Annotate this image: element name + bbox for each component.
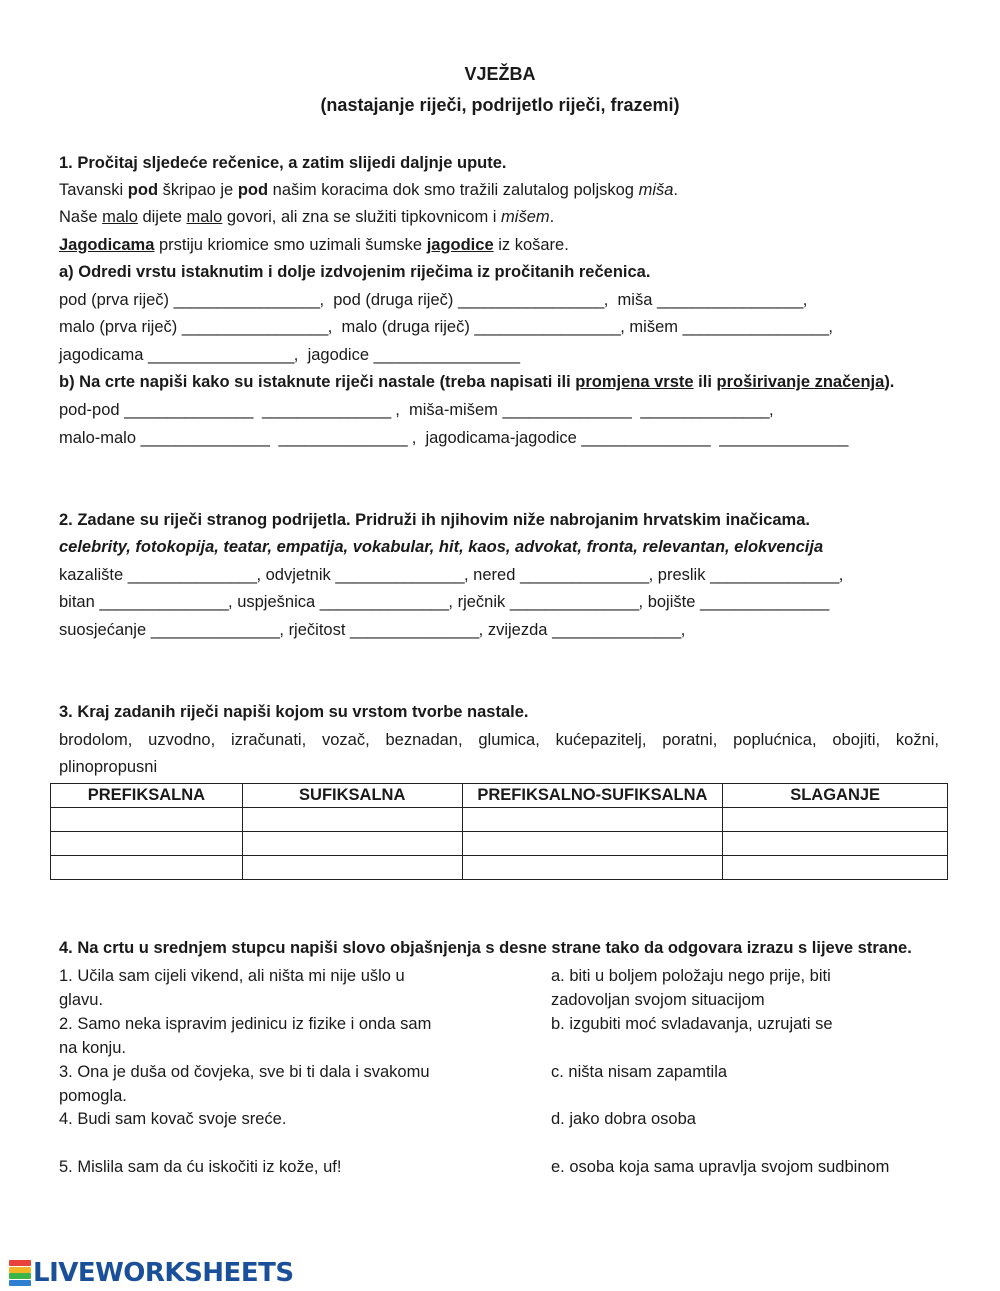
table-cell[interactable] — [462, 856, 723, 880]
answer-blank[interactable]: _______________ — [124, 401, 253, 419]
task2-word-list: celebrity, fotokopija, teatar, empatija, vokabular, hit, kaos, advokat, fronta, relevantan, elokvencija — [59, 538, 824, 556]
table-cell[interactable] — [723, 808, 948, 832]
idiom-item: 3. Ona je duša od čovjeka, sve bi ti dala i svakomu pomogla. — [59, 1063, 430, 1105]
answer-blank[interactable]: _________________ — [656, 291, 803, 309]
task1-sentence-3: Jagodicama prstiju kriomice smo uzimali šumske jagodice iz košare. — [59, 236, 569, 254]
column-header-sufiksalna: SUFIKSALNA — [242, 784, 462, 808]
logo-text: LIVEWORKSHEETS — [33, 1258, 294, 1288]
task1-b-row-2: malo-malo _______________ _______________ , jagodicama-jagodice _______________ _______________ — [59, 429, 848, 447]
answer-blank[interactable]: _________________ — [457, 291, 604, 309]
task2-row-1: kazalište _______________, odvjetnik _______________, nered _______________, preslik _______________, — [59, 566, 844, 584]
task1-a-row-1: pod (prva riječ) _________________, pod (druga riječ) _________________, miša _________________, — [59, 291, 808, 309]
page-title: VJEŽBA — [464, 64, 536, 84]
answer-blank[interactable]: _______________ — [519, 566, 649, 584]
meaning-item: c. ništa nisam zapamtila — [551, 1063, 728, 1081]
task1-sentence-1: Tavanski pod škripao je pod našim koracima dok smo tražili zalutalog poljskog miša. — [59, 181, 679, 199]
table-row — [51, 832, 948, 856]
table-row — [51, 808, 948, 832]
task1-heading: 1. Pročitaj sljedeće rečenice, a zatim slijedi daljnje upute. — [59, 154, 507, 172]
task4-heading: 4. Na crtu u srednjem stupcu napiši slovo objašnjenja s desne strane tako da odgovara izrazu s lijeve strane. — [59, 939, 912, 957]
meaning-item: b. izgubiti moć svladavanja, uzrujati se — [551, 1015, 833, 1033]
table-cell[interactable] — [242, 832, 462, 856]
answer-blank[interactable]: _______________ — [350, 621, 479, 639]
column-header-prefiksalna: PREFIKSALNA — [51, 784, 243, 808]
answer-blank[interactable]: _______________ — [319, 593, 449, 611]
answer-blank[interactable]: _________________ — [147, 346, 294, 364]
table-cell[interactable] — [462, 832, 723, 856]
liveworksheets-logo[interactable] — [9, 1258, 294, 1288]
answer-blank[interactable]: _______________ — [509, 593, 639, 611]
answer-blank[interactable]: _______________ — [581, 429, 711, 447]
task1-sentence-2: Naše malo dijete malo govori, ali zna se služiti tipkovnicom i mišem. — [59, 208, 555, 226]
page-subtitle: (nastajanje riječi, podrijetlo riječi, frazemi) — [320, 95, 680, 115]
task3-word-list: brodolom, uzvodno, izračunati, vozač, beznadan, glumica, kućepazitelj, poratni, poplućnica, obojiti, kožni, — [59, 731, 939, 749]
answer-blank[interactable]: _______________ — [335, 566, 464, 584]
column-header-prefiksalno-sufiksalna: PREFIKSALNO-SUFIKSALNA — [462, 784, 723, 808]
task1-a-row-2: malo (prva riječ) _________________, malo (druga riječ) _________________, mišem _________________, — [59, 318, 833, 336]
idiom-item: 2. Samo neka ispravim jedinicu iz fizike i onda sam na konju. — [59, 1015, 432, 1057]
table-cell[interactable] — [723, 832, 948, 856]
answer-blank[interactable]: _______________ — [640, 401, 769, 419]
answer-blank[interactable]: _______________ — [140, 429, 270, 447]
table-cell[interactable] — [723, 856, 948, 880]
answer-blank[interactable]: _______________ — [710, 566, 839, 584]
idiom-item: 4. Budi sam kovač svoje sreće. — [59, 1110, 287, 1128]
answer-blank[interactable]: _______________ — [150, 621, 280, 639]
answer-blank[interactable]: _________________ — [682, 318, 829, 336]
task2-heading: 2. Zadane su riječi stranog podrijetla. Pridruži ih njihovim niže nabrojanim hrvatskim inačicama. — [59, 511, 810, 529]
task2-row-2: bitan _______________, uspješnica _______________, rječnik _______________, bojište _______________ — [59, 593, 829, 611]
task1-b-heading: b) Na crte napiši kako su istaknute riječi nastale (treba napisati ili promjena vrste ili proširivanje značenja). — [59, 373, 895, 391]
answer-blank[interactable]: _________________ — [173, 291, 320, 309]
meaning-item: a. biti u boljem položaju nego prije, biti zadovoljan svojom situacijom — [551, 967, 831, 1009]
column-header-slaganje: SLAGANJE — [723, 784, 948, 808]
word-formation-table — [50, 783, 948, 880]
table-cell[interactable] — [51, 856, 243, 880]
table-cell[interactable] — [51, 832, 243, 856]
table-row — [51, 856, 948, 880]
task3-word-list-cont: plinopropusni — [59, 758, 158, 776]
answer-blank[interactable]: _________________ — [181, 318, 328, 336]
table-cell[interactable] — [242, 856, 462, 880]
idiom-item: 1. Učila sam cijeli vikend, ali ništa mi nije ušlo u glavu. — [59, 967, 405, 1009]
table-cell[interactable] — [242, 808, 462, 832]
logo-mark-icon — [9, 1260, 31, 1286]
answer-blank[interactable]: _________________ — [373, 346, 520, 364]
task1-a-row-3: jagodicama _________________, jagodice _________________ — [59, 346, 520, 364]
table-cell[interactable] — [51, 808, 243, 832]
answer-blank[interactable]: _______________ — [552, 621, 681, 639]
task2-row-3: suosjećanje _______________, rječitost _______________, zvijezda _______________, — [59, 621, 686, 639]
task1-b-row-1: pod-pod _______________ _______________ , miša-mišem _______________ _______________, — [59, 401, 774, 419]
table-cell[interactable] — [462, 808, 723, 832]
idiom-item: 5. Mislila sam da ću iskočiti iz kože, uf! — [59, 1158, 342, 1176]
meaning-item: e. osoba koja sama upravlja svojom sudbinom — [551, 1158, 890, 1176]
answer-blank[interactable]: _______________ — [127, 566, 257, 584]
answer-blank[interactable]: _________________ — [474, 318, 621, 336]
task1-a-heading: a) Odredi vrstu istaknutim i dolje izdvojenim riječima iz pročitanih rečenica. — [59, 263, 651, 281]
meaning-item: d. jako dobra osoba — [551, 1110, 696, 1128]
task3-heading: 3. Kraj zadanih riječi napiši kojom su vrstom tvorbe nastale. — [59, 703, 529, 721]
answer-blank[interactable]: _______________ — [502, 401, 632, 419]
answer-blank[interactable]: _______________ — [719, 429, 848, 447]
answer-blank[interactable]: _______________ — [700, 593, 829, 611]
answer-blank[interactable]: _______________ — [278, 429, 408, 447]
answer-blank[interactable]: _______________ — [99, 593, 229, 611]
answer-blank[interactable]: _______________ — [261, 401, 391, 419]
